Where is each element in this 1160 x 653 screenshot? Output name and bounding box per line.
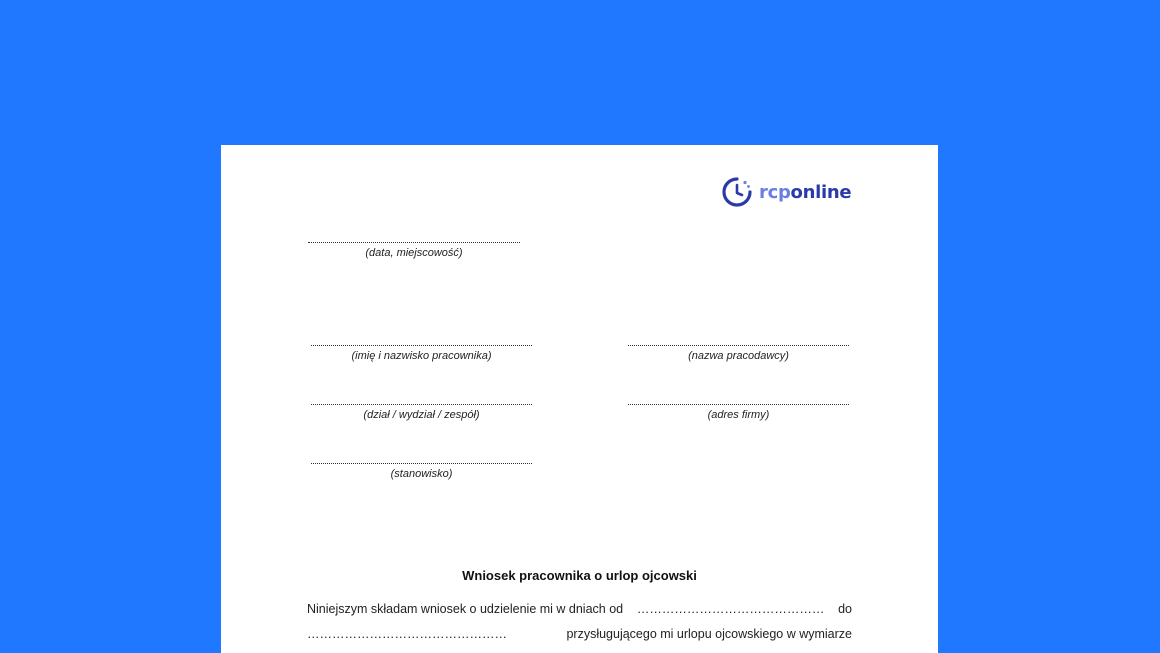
position-field — [311, 463, 532, 480]
request-paragraph — [307, 597, 852, 647]
dotted-line — [628, 345, 849, 346]
date-place-field — [308, 242, 520, 259]
company-address-caption: (adres firmy) — [707, 409, 770, 421]
date-from-fill: ……………………………………… — [636, 602, 825, 616]
employee-name-caption: (imię i nazwisko pracownika) — [351, 350, 492, 362]
clock-icon — [721, 176, 753, 208]
dotted-line — [311, 463, 532, 464]
line2-text: przysługującego mi urlopu ojcowskiego w wymiarze — [566, 627, 852, 641]
employer-name-caption: (nazwa pracodawcy) — [688, 350, 789, 362]
dotted-line — [311, 404, 532, 405]
paragraph-line-1 — [307, 597, 852, 622]
line1-end: do — [838, 602, 852, 616]
dotted-line — [308, 242, 520, 243]
line1-text: Niniejszym składam wniosek o udzielenie mi w dniach od — [307, 602, 624, 616]
document-page — [221, 145, 938, 653]
logo-wordmark: rcponline — [759, 181, 852, 203]
position-caption: (stanowisko) — [390, 468, 453, 480]
dotted-line — [628, 404, 849, 405]
company-address-field — [628, 404, 849, 421]
date-to-fill: ………………………………………… — [307, 627, 507, 641]
document-title: Wniosek pracownika o urlop ojcowski — [462, 568, 697, 583]
department-caption: (dział / wydział / zespół) — [363, 409, 480, 421]
employer-name-field — [628, 345, 849, 362]
employee-name-field — [311, 345, 532, 362]
date-place-caption: (data, miejscowość) — [365, 247, 463, 259]
department-field — [311, 404, 532, 421]
paragraph-line-2 — [307, 622, 852, 647]
dotted-line — [311, 345, 532, 346]
rcponline-logo — [721, 176, 851, 208]
